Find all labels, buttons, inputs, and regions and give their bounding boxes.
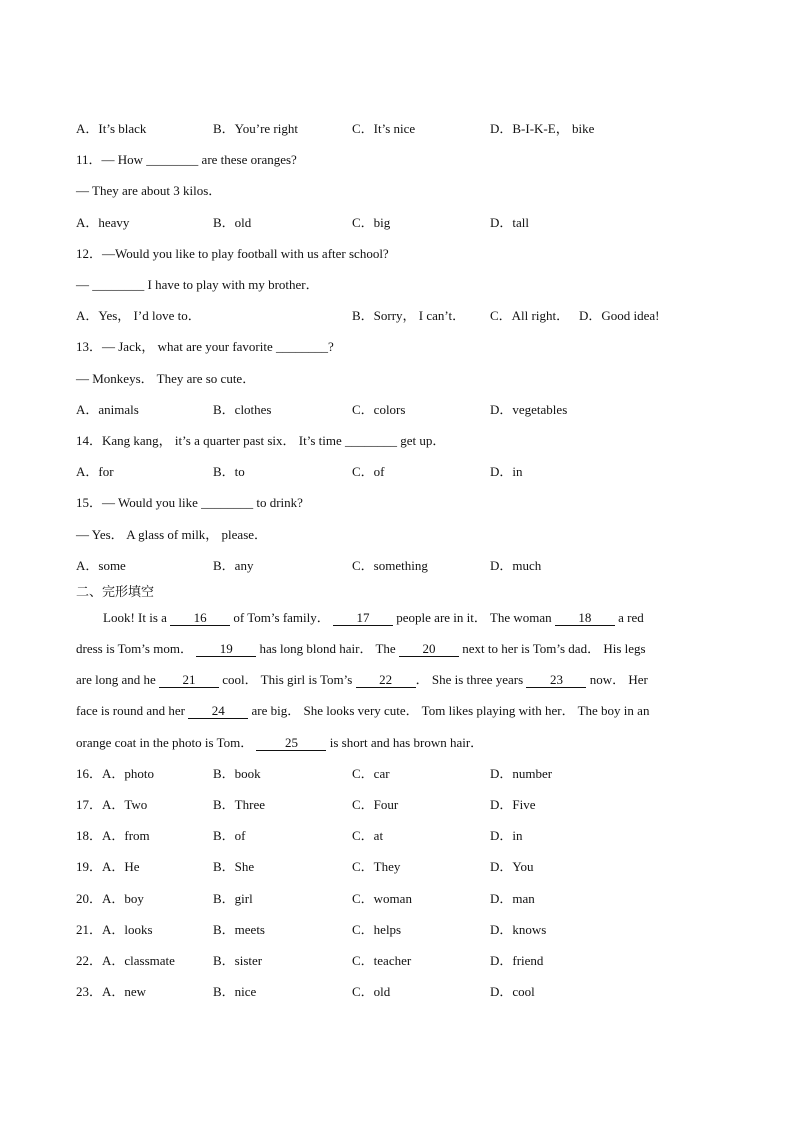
q13-answer: — Monkeys． They are so cute． [76,371,256,386]
option-b: B．You’re right [213,121,298,136]
answer-blank: ________ [92,277,145,292]
q12-answer: — ________ I have to play with my brother． [76,277,319,292]
q12-stem: 12．—Would you like to play football with us after school? [76,246,389,261]
cloze-blank: 24 [188,703,248,719]
q15-answer: — Yes． A glass of milk， please． [76,527,268,542]
answer-blank: ________ [201,495,254,510]
option-d: D．in [490,464,523,479]
option-c: C．of [352,464,385,479]
option-c: C．It’s nice [352,121,416,136]
exam-page: A．It’s black B．You’re right C．It’s nice D．B-I-K-E， bike 11．— How ________ are these oranges? — They are about 3 kilos． A．heavy B．old C．big D．tall 12．—Would you like to play football with us after school? — ________ I have to play with my brother． A．Yes， I’d love to． B．Sorry， I can’t． C．All right． D．Good idea! 13．— Jack， what are your favorite ________? — Monkeys． They are so cute． A．animals B．clothes C．colors D．vegetables 14．Kang kang， it’s a quarter past six． It’s time ________ get up． A．for B．to C．of D．in 15．— Would you like ________ to drink? — Yes． A glass of milk， please． A．some B．any C．something D．much 二、完形填空 Look! It is a 16 of Tom’s family． 17 people are in it． The woman 18 a red dress is Tom’s mom． 19 has long blond hair． The 20 next to her is Tom’s dad． His legs are long and he 21 cool． This girl is Tom’s 22 ． She is three years 23 now． Her face is round and her 24 are big． She looks very cute． Tom likes playing with her． The boy in an orange coat in the photo is Tom． 25 is short and has brown hair． 16．A．photo B．book C．car D．number 17．A．Two B．Three C．Four D．Five 18．A．from B．of C．at D．in 19．A．He B．She C．They D．You 20．A．boy B．girl C．woman D．man 21．A．looks B．meets C．helps D．knows 22．A．classmate B．sister C．teacher D．friend 23．A．new B．nice C．old D．cool [76,121,660,999]
q13-stem: 13．— Jack， what are your favorite ________? [76,339,334,354]
option-d: D．vegetables [490,402,568,417]
cloze-blank: 17 [333,610,393,626]
option-a: A．heavy [76,215,130,230]
answer-blank: ________ [146,152,199,167]
option-c: C．big [352,215,391,230]
option-c: C．colors [352,402,406,417]
option-b: B．any [213,558,254,573]
option-b: B．to [213,464,245,479]
option-a: A．animals [76,402,139,417]
option-a: A．some [76,558,126,573]
cloze-blank: 16 [170,610,230,626]
section-title: 二、完形填空 [76,585,155,600]
cloze-blank: 20 [399,641,459,657]
cloze-blank: 18 [555,610,615,626]
answer-blank: ________ [344,433,397,448]
option-d: D．Good idea! [579,308,660,323]
q14-stem: 14．Kang kang， it’s a quarter past six． It’s time ________ get up． [76,433,446,448]
option-d: D．tall [490,215,529,230]
passage-line: face is round and her 24 are big． She looks very cute． Tom likes playing with her． The boy in an [76,703,650,718]
q11-answer: — They are about 3 kilos． [76,183,222,198]
option-a: A．Yes， I’d love to． [76,308,201,323]
cloze-blank: 21 [159,672,219,688]
option-c: C．All right． [490,308,570,323]
passage-line: orange coat in the photo is Tom． 25 is short and has brown hair． [76,735,484,750]
option-d: D．B-I-K-E， bike [490,121,595,136]
passage-line: are long and he 21 cool． This girl is Tom’s 22 ． She is three years 23 now． Her [76,672,648,687]
passage-line: Look! It is a 16 of Tom’s family． 17 people are in it． The woman 18 a red [103,610,644,625]
option-b: B．clothes [213,402,272,417]
cloze-blank: 19 [196,641,256,657]
cloze-blank: 25 [256,735,326,751]
option-a: A．for [76,464,114,479]
cloze-blank: 23 [526,672,586,688]
option-b: B．old [213,215,252,230]
q15-stem: 15．— Would you like ________ to drink? [76,495,303,510]
option-b: B．Sorry， I can’t． [352,308,466,323]
answer-blank: ________ [276,339,328,354]
cloze-blank: 22 [356,672,416,688]
passage-line: dress is Tom’s mom． 19 has long blond hair． The 20 next to her is Tom’s dad． His legs [76,641,646,656]
q11-stem: 11．— How ________ are these oranges? [76,152,297,167]
option-d: D．much [490,558,542,573]
option-c: C．something [352,558,428,573]
option-a: A．It’s black [76,121,147,136]
